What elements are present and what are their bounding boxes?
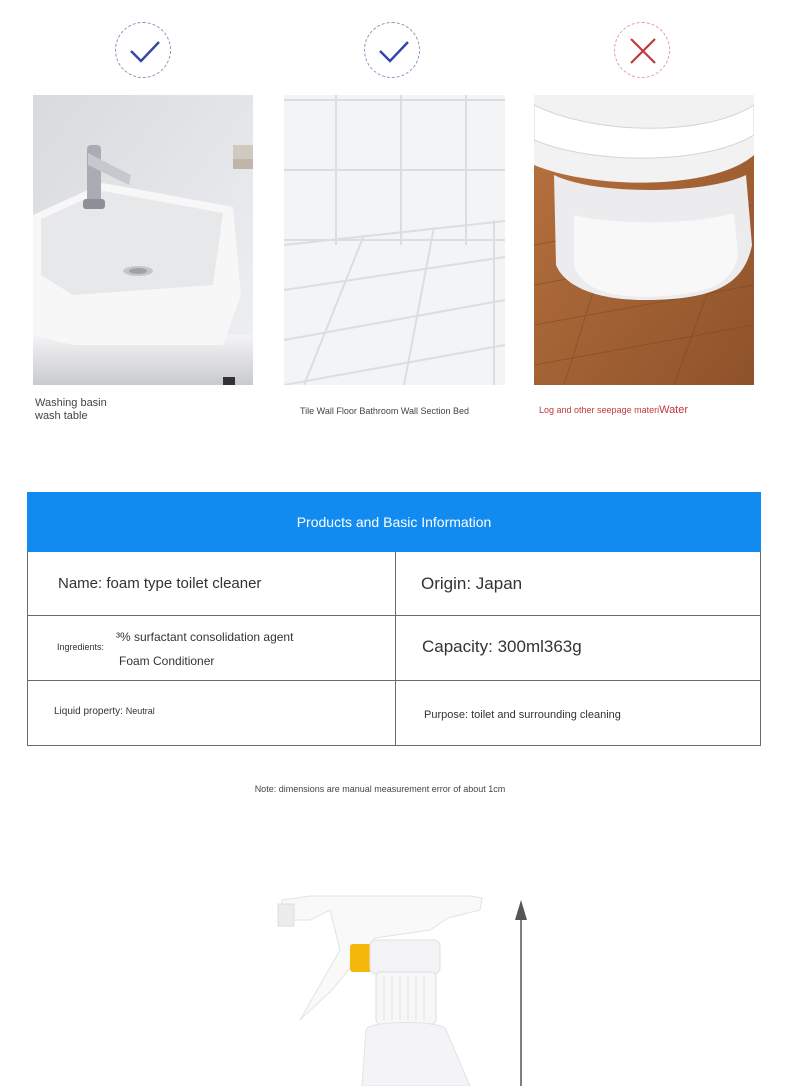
spray-bottle-image xyxy=(270,880,500,1086)
toilet-wood-floor-photo xyxy=(534,95,754,385)
unsuitable-mark-floor xyxy=(614,22,670,78)
caption-floor-part1: Log and other seepage materi xyxy=(539,405,660,415)
caption-floor-part2: Water xyxy=(659,404,689,416)
product-info-table xyxy=(27,492,761,746)
row-divider xyxy=(28,615,760,616)
liquid-property-value: Neutral xyxy=(125,706,155,716)
liquid-property-label: Liquid property: xyxy=(54,706,123,717)
checkmark-icon xyxy=(116,23,172,79)
caption-basin-line1: Washing basin xyxy=(35,397,107,409)
table-title: Products and Basic Information xyxy=(27,492,761,552)
product-capacity: Capacity: 300ml363g xyxy=(422,637,582,656)
suitable-mark-basin xyxy=(115,22,171,78)
height-arrow xyxy=(514,900,528,1086)
product-origin: Origin: Japan xyxy=(421,574,523,593)
caption-floor xyxy=(539,404,688,417)
tile-wall-photo xyxy=(284,95,505,385)
product-name: Name: foam type toilet cleaner xyxy=(58,575,262,592)
wash-basin-photo xyxy=(33,95,253,385)
cross-icon xyxy=(615,23,671,79)
measurement-note: Note: dimensions are manual measurement error of about 1cm xyxy=(254,784,506,794)
suitable-mark-tile xyxy=(364,22,420,78)
caption-tile: Tile Wall Floor Bathroom Wall Section Bed xyxy=(300,406,470,416)
caption-basin-line2: wash table xyxy=(35,410,88,422)
ingredients-label: Ingredients: xyxy=(57,642,105,652)
ingredients-line1: ³% surfactant consolidation agent xyxy=(116,630,294,644)
row-divider xyxy=(28,680,760,681)
ingredients-line2: Foam Conditioner xyxy=(119,654,215,668)
product-purpose: Purpose: toilet and surrounding cleaning xyxy=(424,709,621,721)
liquid-property xyxy=(54,706,155,717)
column-divider xyxy=(395,552,396,746)
checkmark-icon xyxy=(365,23,421,79)
